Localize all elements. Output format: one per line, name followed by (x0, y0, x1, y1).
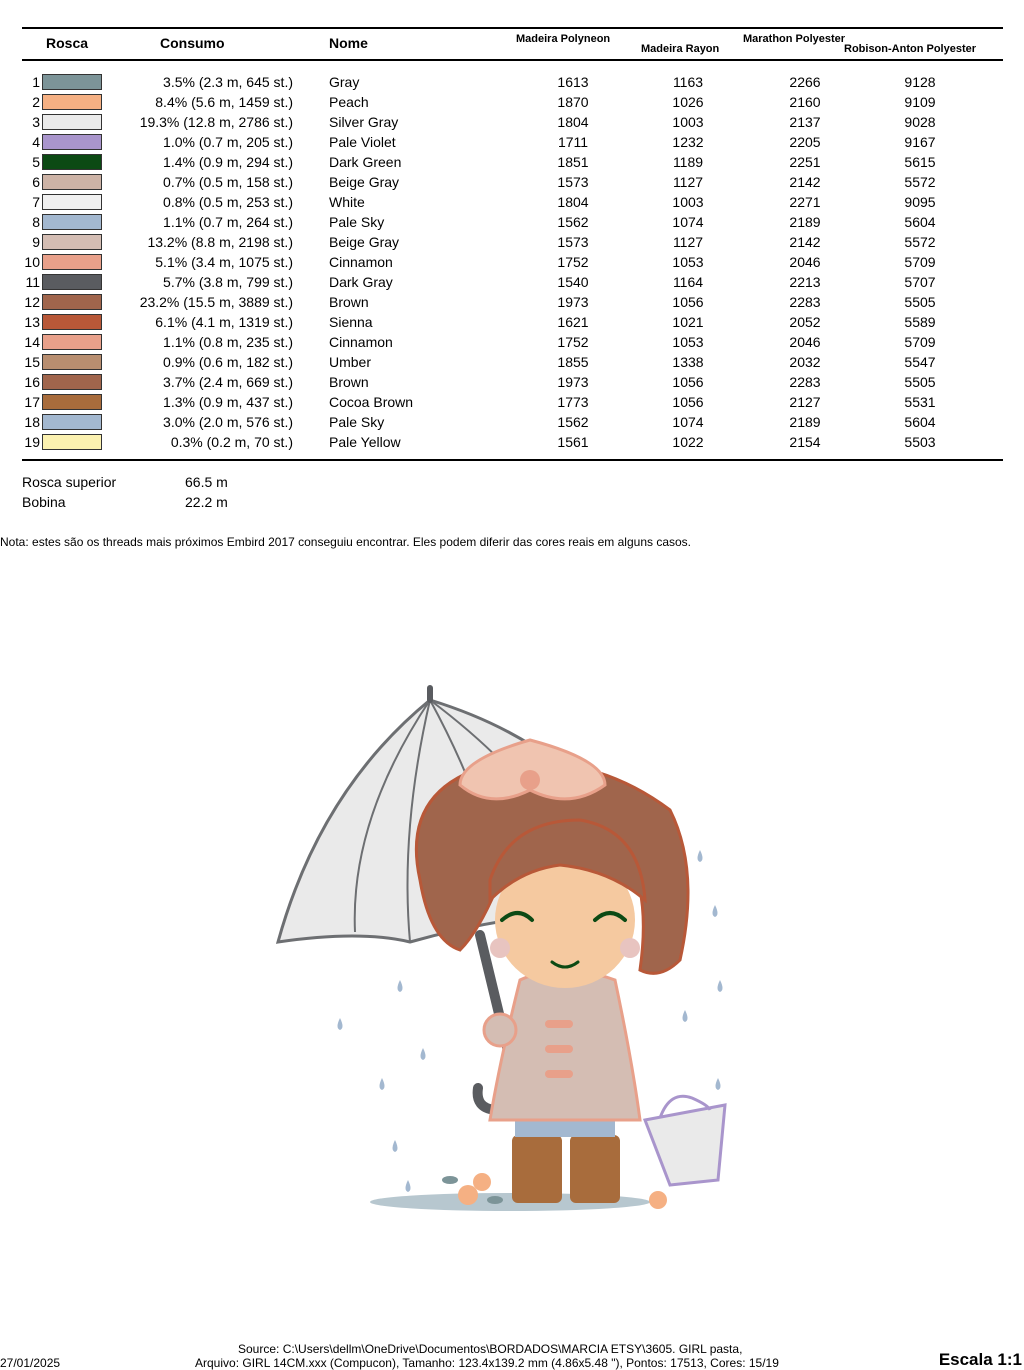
thread-consumo: 19.3% (12.8 m, 2786 st.) (139, 114, 293, 130)
thread-color-swatch (42, 434, 102, 450)
thread-color-swatch (42, 314, 102, 330)
thread-madeira-rayon: 1026 (672, 94, 704, 110)
thread-name: Umber (329, 354, 372, 370)
thread-marathon: 2052 (789, 314, 821, 330)
thread-number: 15 (24, 354, 40, 370)
thread-madeira-rayon: 1021 (672, 314, 704, 330)
rosca-superior-label: Rosca superior (22, 474, 117, 490)
thread-consumo: 5.7% (3.8 m, 799 st.) (163, 274, 293, 290)
note-text: Nota: estes são os threads mais próximos Embird 2017 conseguiu encontrar. Eles podem diferir das cores reais em alguns casos. (0, 535, 692, 549)
thread-consumo: 23.2% (15.5 m, 3889 st.) (139, 294, 293, 310)
thread-robison-anton: 9128 (904, 74, 936, 90)
table-row (0, 112, 1024, 132)
thread-marathon: 2283 (789, 374, 821, 390)
thread-marathon: 2032 (789, 354, 821, 370)
thread-madeira-rayon: 1056 (672, 374, 704, 390)
thread-number: 12 (24, 294, 40, 310)
thread-number: 19 (24, 434, 40, 450)
table-row (0, 212, 1024, 232)
thread-madeira-rayon: 1056 (672, 394, 704, 410)
footer-source: Source: C:\Users\dellm\OneDrive\Documentos\BORDADOS\MARCIA ETSY\3605. GIRL pasta, (238, 1342, 743, 1356)
thread-number: 9 (32, 234, 40, 250)
thread-madeira-rayon: 1164 (672, 274, 704, 290)
thread-name: Peach (329, 94, 369, 110)
header-robison-anton: Robison-Anton Polyester (844, 43, 977, 55)
thread-color-swatch (42, 114, 102, 130)
thread-consumo: 0.8% (0.5 m, 253 st.) (163, 194, 293, 210)
table-row (0, 392, 1024, 412)
thread-color-swatch (42, 334, 102, 350)
thread-color-swatch (42, 414, 102, 430)
table-top-rule (22, 27, 1003, 29)
thread-name: Brown (329, 294, 369, 310)
thread-marathon: 2127 (789, 394, 821, 410)
thread-name: Brown (329, 374, 369, 390)
table-row (0, 92, 1024, 112)
thread-color-swatch (42, 194, 102, 210)
table-row (0, 332, 1024, 352)
thread-madeira-polyneon: 1540 (557, 274, 589, 290)
thread-number: 4 (32, 134, 40, 150)
table-row (0, 272, 1024, 292)
thread-consumo: 0.9% (0.6 m, 182 st.) (163, 354, 293, 370)
thread-madeira-rayon: 1338 (672, 354, 704, 370)
thread-consumo: 13.2% (8.8 m, 2198 st.) (147, 234, 293, 250)
thread-number: 5 (32, 154, 40, 170)
thread-robison-anton: 5589 (904, 314, 936, 330)
thread-madeira-polyneon: 1562 (557, 214, 589, 230)
thread-marathon: 2137 (789, 114, 821, 130)
thread-madeira-rayon: 1163 (672, 74, 704, 90)
thread-name: Cinnamon (329, 254, 393, 270)
thread-madeira-rayon: 1003 (672, 114, 704, 130)
thread-consumo: 1.1% (0.8 m, 235 st.) (163, 334, 293, 350)
thread-number: 13 (24, 314, 40, 330)
table-row (0, 432, 1024, 452)
thread-number: 8 (32, 214, 40, 230)
thread-madeira-polyneon: 1752 (557, 254, 589, 270)
thread-marathon: 2189 (789, 214, 821, 230)
footer-date: 27/01/2025 (0, 1356, 61, 1370)
thread-name: Pale Yellow (329, 434, 401, 450)
hand (484, 1014, 516, 1046)
thread-name: Silver Gray (329, 114, 399, 130)
thread-consumo: 1.4% (0.9 m, 294 st.) (163, 154, 293, 170)
thread-robison-anton: 9028 (904, 114, 936, 130)
thread-name: Cinnamon (329, 334, 393, 350)
thread-madeira-polyneon: 1773 (557, 394, 589, 410)
table-row (0, 352, 1024, 372)
thread-number: 16 (24, 374, 40, 390)
thread-color-swatch (42, 94, 102, 110)
thread-madeira-polyneon: 1711 (557, 134, 589, 150)
thread-robison-anton: 9167 (904, 134, 936, 150)
thread-marathon: 2266 (789, 74, 821, 90)
table-row (0, 232, 1024, 252)
thread-color-swatch (42, 174, 102, 190)
header-madeira-rayon: Madeira Rayon (641, 43, 720, 55)
thread-madeira-rayon: 1003 (672, 194, 704, 210)
rosca-superior-value: 66.5 m (185, 474, 228, 490)
thread-color-swatch (42, 74, 102, 90)
thread-robison-anton: 5572 (904, 234, 936, 250)
table-row (0, 292, 1024, 312)
thread-madeira-rayon: 1074 (672, 414, 704, 430)
thread-madeira-polyneon: 1851 (557, 154, 589, 170)
thread-number: 17 (24, 394, 40, 410)
thread-marathon: 2160 (789, 94, 821, 110)
thread-consumo: 3.0% (2.0 m, 576 st.) (163, 414, 293, 430)
thread-consumo: 5.1% (3.4 m, 1075 st.) (155, 254, 293, 270)
thread-number: 14 (24, 334, 40, 350)
thread-consumo: 0.3% (0.2 m, 70 st.) (170, 434, 293, 450)
header-marathon-polyester: Marathon Polyester (743, 33, 846, 45)
thread-number: 1 (32, 74, 40, 90)
thread-color-swatch (42, 374, 102, 390)
thread-number: 2 (32, 94, 40, 110)
thread-marathon: 2154 (789, 434, 821, 450)
thread-robison-anton: 9095 (904, 194, 936, 210)
thread-madeira-rayon: 1022 (672, 434, 704, 450)
right-boot (570, 1135, 620, 1203)
thread-consumo: 3.7% (2.4 m, 669 st.) (163, 374, 293, 390)
thread-madeira-polyneon: 1804 (557, 114, 589, 130)
table-row (0, 152, 1024, 172)
thread-madeira-polyneon: 1573 (557, 234, 589, 250)
thread-name: Beige Gray (329, 234, 400, 250)
thread-name: Gray (329, 74, 360, 90)
thread-madeira-rayon: 1053 (672, 334, 704, 350)
thread-robison-anton: 5572 (904, 174, 936, 190)
thread-name: Dark Gray (329, 274, 393, 290)
thread-marathon: 2251 (789, 154, 821, 170)
header-consumo: Consumo (160, 35, 225, 51)
thread-consumo: 8.4% (5.6 m, 1459 st.) (155, 94, 293, 110)
thread-consumo: 1.0% (0.7 m, 205 st.) (163, 134, 293, 150)
thread-color-swatch (42, 234, 102, 250)
bobina-label: Bobina (22, 494, 66, 510)
table-row (0, 192, 1024, 212)
thread-marathon: 2283 (789, 294, 821, 310)
thread-consumo: 0.7% (0.5 m, 158 st.) (163, 174, 293, 190)
thread-robison-anton: 9109 (904, 94, 936, 110)
table-row (0, 372, 1024, 392)
thread-madeira-rayon: 1127 (672, 174, 704, 190)
thread-marathon: 2271 (789, 194, 821, 210)
thread-color-swatch (42, 274, 102, 290)
thread-madeira-polyneon: 1855 (557, 354, 589, 370)
table-header-rule (22, 59, 1003, 61)
thread-number: 7 (32, 194, 40, 210)
left-cheek (490, 938, 510, 958)
thread-madeira-rayon: 1189 (672, 154, 704, 170)
thread-consumo: 1.1% (0.7 m, 264 st.) (163, 214, 293, 230)
thread-madeira-polyneon: 1621 (557, 314, 589, 330)
thread-consumo: 6.1% (4.1 m, 1319 st.) (155, 314, 293, 330)
thread-color-swatch (42, 254, 102, 270)
thread-name: Pale Sky (329, 214, 385, 230)
embroidery-design-preview (260, 680, 760, 1220)
header-nome: Nome (329, 35, 368, 51)
thread-madeira-polyneon: 1973 (557, 294, 589, 310)
bobina-value: 22.2 m (185, 494, 228, 510)
thread-robison-anton: 5503 (904, 434, 936, 450)
thread-robison-anton: 5531 (904, 394, 936, 410)
thread-color-swatch (42, 394, 102, 410)
thread-number: 3 (32, 114, 40, 130)
thread-robison-anton: 5505 (904, 294, 936, 310)
thread-name: White (329, 194, 365, 210)
thread-marathon: 2142 (789, 174, 821, 190)
table-row (0, 132, 1024, 152)
table-row (0, 412, 1024, 432)
thread-robison-anton: 5547 (904, 354, 936, 370)
table-row (0, 312, 1024, 332)
thread-name: Pale Violet (329, 134, 396, 150)
thread-madeira-polyneon: 1870 (557, 94, 589, 110)
header-madeira-polyneon: Madeira Polyneon (516, 33, 611, 45)
table-row (0, 72, 1024, 92)
thread-madeira-rayon: 1074 (672, 214, 704, 230)
thread-madeira-rayon: 1127 (672, 234, 704, 250)
header-rosca: Rosca (46, 35, 89, 51)
thread-consumo: 1.3% (0.9 m, 437 st.) (163, 394, 293, 410)
bow-knot (520, 770, 540, 790)
thread-madeira-polyneon: 1613 (557, 74, 589, 90)
thread-number: 11 (25, 274, 40, 290)
table-row (0, 172, 1024, 192)
thread-color-swatch (42, 134, 102, 150)
thread-number: 10 (24, 254, 40, 270)
thread-madeira-polyneon: 1752 (557, 334, 589, 350)
thread-robison-anton: 5707 (904, 274, 936, 290)
table-bottom-rule (22, 459, 1003, 461)
thread-number: 18 (24, 414, 40, 430)
thread-madeira-polyneon: 1562 (557, 414, 589, 430)
thread-madeira-rayon: 1232 (672, 134, 704, 150)
thread-madeira-polyneon: 1804 (557, 194, 589, 210)
footer-arquivo: Arquivo: GIRL 14CM.xxx (Compucon), Tamanho: 123.4x139.2 mm (4.86x5.48 "), Pontos: 17513, Cores: 15/19 (195, 1356, 779, 1370)
thread-color-swatch (42, 154, 102, 170)
thread-marathon: 2046 (789, 334, 821, 350)
thread-marathon: 2046 (789, 254, 821, 270)
thread-madeira-polyneon: 1973 (557, 374, 589, 390)
thread-table (0, 72, 1024, 452)
thread-color-swatch (42, 354, 102, 370)
thread-robison-anton: 5615 (904, 154, 936, 170)
thread-madeira-rayon: 1056 (672, 294, 704, 310)
thread-madeira-polyneon: 1561 (557, 434, 589, 450)
left-boot (512, 1135, 562, 1203)
thread-name: Sienna (329, 314, 373, 330)
thread-consumo: 3.5% (2.3 m, 645 st.) (163, 74, 293, 90)
thread-name: Dark Green (329, 154, 402, 170)
thread-marathon: 2213 (789, 274, 821, 290)
thread-robison-anton: 5604 (904, 214, 936, 230)
thread-number: 6 (32, 174, 40, 190)
thread-color-swatch (42, 214, 102, 230)
thread-madeira-rayon: 1053 (672, 254, 704, 270)
thread-marathon: 2205 (789, 134, 821, 150)
thread-marathon: 2142 (789, 234, 821, 250)
bag (645, 1105, 725, 1185)
thread-robison-anton: 5604 (904, 414, 936, 430)
thread-madeira-polyneon: 1573 (557, 174, 589, 190)
footer-scale: Escala 1:1 (938, 1350, 1022, 1369)
thread-color-swatch (42, 294, 102, 310)
thread-name: Cocoa Brown (329, 394, 414, 410)
right-cheek (620, 938, 640, 958)
thread-robison-anton: 5709 (904, 254, 936, 270)
thread-robison-anton: 5709 (904, 334, 936, 350)
thread-name: Pale Sky (329, 414, 385, 430)
table-row (0, 252, 1024, 272)
thread-marathon: 2189 (789, 414, 821, 430)
thread-name: Beige Gray (329, 174, 400, 190)
thread-robison-anton: 5505 (904, 374, 936, 390)
